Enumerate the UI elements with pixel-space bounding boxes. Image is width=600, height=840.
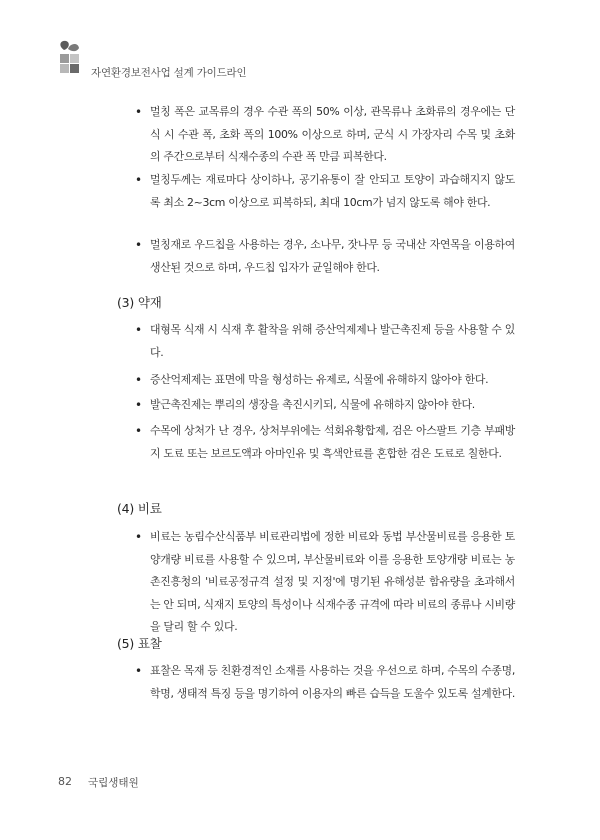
list-item: 표찰은 목재 등 친환경적인 소재를 사용하는 것을 우선으로 하며, 수목의 수종명, 학명, 생태적 특징 등을 명기하여 이용자의 빠른 습득을 도울수 있도록 설계한다. <box>150 664 515 700</box>
section-heading: (3) 약재 <box>117 295 162 310</box>
list-item: 발근촉진제는 뿌리의 생장을 촉진시키되, 식물에 유해하지 않아야 한다. <box>150 398 475 411</box>
bullet-marker: • <box>135 373 143 387</box>
bullet-marker: • <box>135 238 143 252</box>
list-item: 대형목 식재 시 식재 후 활착을 위해 증산억제제나 발근촉진제 등을 사용할 수 있다. <box>150 323 515 359</box>
bullet-marker: • <box>135 424 143 438</box>
page-header <box>0 40 600 79</box>
bullet-marker: • <box>135 530 143 544</box>
list-item: 비료는 농림수산식품부 비료관리법에 정한 비료와 동법 부산물비료를 응용한 토양개량 비료를 사용할 수 있으며, 부산물비료와 이를 응용한 토양개량 비료는 농촌진흥청의 '비료공정규격 설정 및 지정'에 명기된 유해성분 함유량을 초과해서는 안 되며, 식재지 토양의 특성이나 식재수종 규격에 따라 비료의 종류나 시비량을 달리 할 수 있다. <box>150 530 515 634</box>
bullet-marker: • <box>135 173 143 187</box>
list-item: 멀칭재로 우드칩을 사용하는 경우, 소나무, 잣나무 등 국내산 자연목을 이용하여 생산된 것으로 하며, 우드칩 입자가 균일해야 한다. <box>150 238 515 274</box>
page-number: 82 <box>58 775 72 788</box>
leaf-logo-icon <box>56 40 88 76</box>
bullet-marker: • <box>135 398 143 412</box>
list-item: 멀칭 폭은 교목류의 경우 수관 폭의 50% 이상, 관목류나 초화류의 경우에는 단식 시 수관 폭, 초화 폭의 100% 이상으로 하며, 군식 시 가장자리 수목 및 초화의 주간으로부터 식재수종의 수관 폭 만큼 피복한다. <box>150 105 515 164</box>
bullet-marker: • <box>135 664 143 678</box>
bullet-marker: • <box>135 105 143 119</box>
header-title: 자연환경보전사업 설계 가이드라인 <box>91 67 247 79</box>
bullet-marker: • <box>135 323 143 337</box>
list-item: 수목에 상처가 난 경우, 상처부위에는 석회유황합제, 검은 아스팔트 기층 부패방지 도료 또는 보르도액과 아마인유 및 흑색안료를 혼합한 검은 도료로 칠한다. <box>150 424 515 460</box>
section-heading: (4) 비료 <box>117 501 162 516</box>
section-heading: (5) 표찰 <box>117 636 162 651</box>
list-item: 멀칭두께는 재료마다 상이하나, 공기유통이 잘 안되고 토양이 과습해지지 않도록 최소 2~3cm 이상으로 피복하되, 최대 10cm가 넘지 않도록 해야 한다. <box>150 173 515 209</box>
list-item: 증산억제제는 표면에 막을 형성하는 유제로, 식물에 유해하지 않아야 한다. <box>150 373 489 386</box>
footer-organization: 국립생태원 <box>88 777 139 789</box>
